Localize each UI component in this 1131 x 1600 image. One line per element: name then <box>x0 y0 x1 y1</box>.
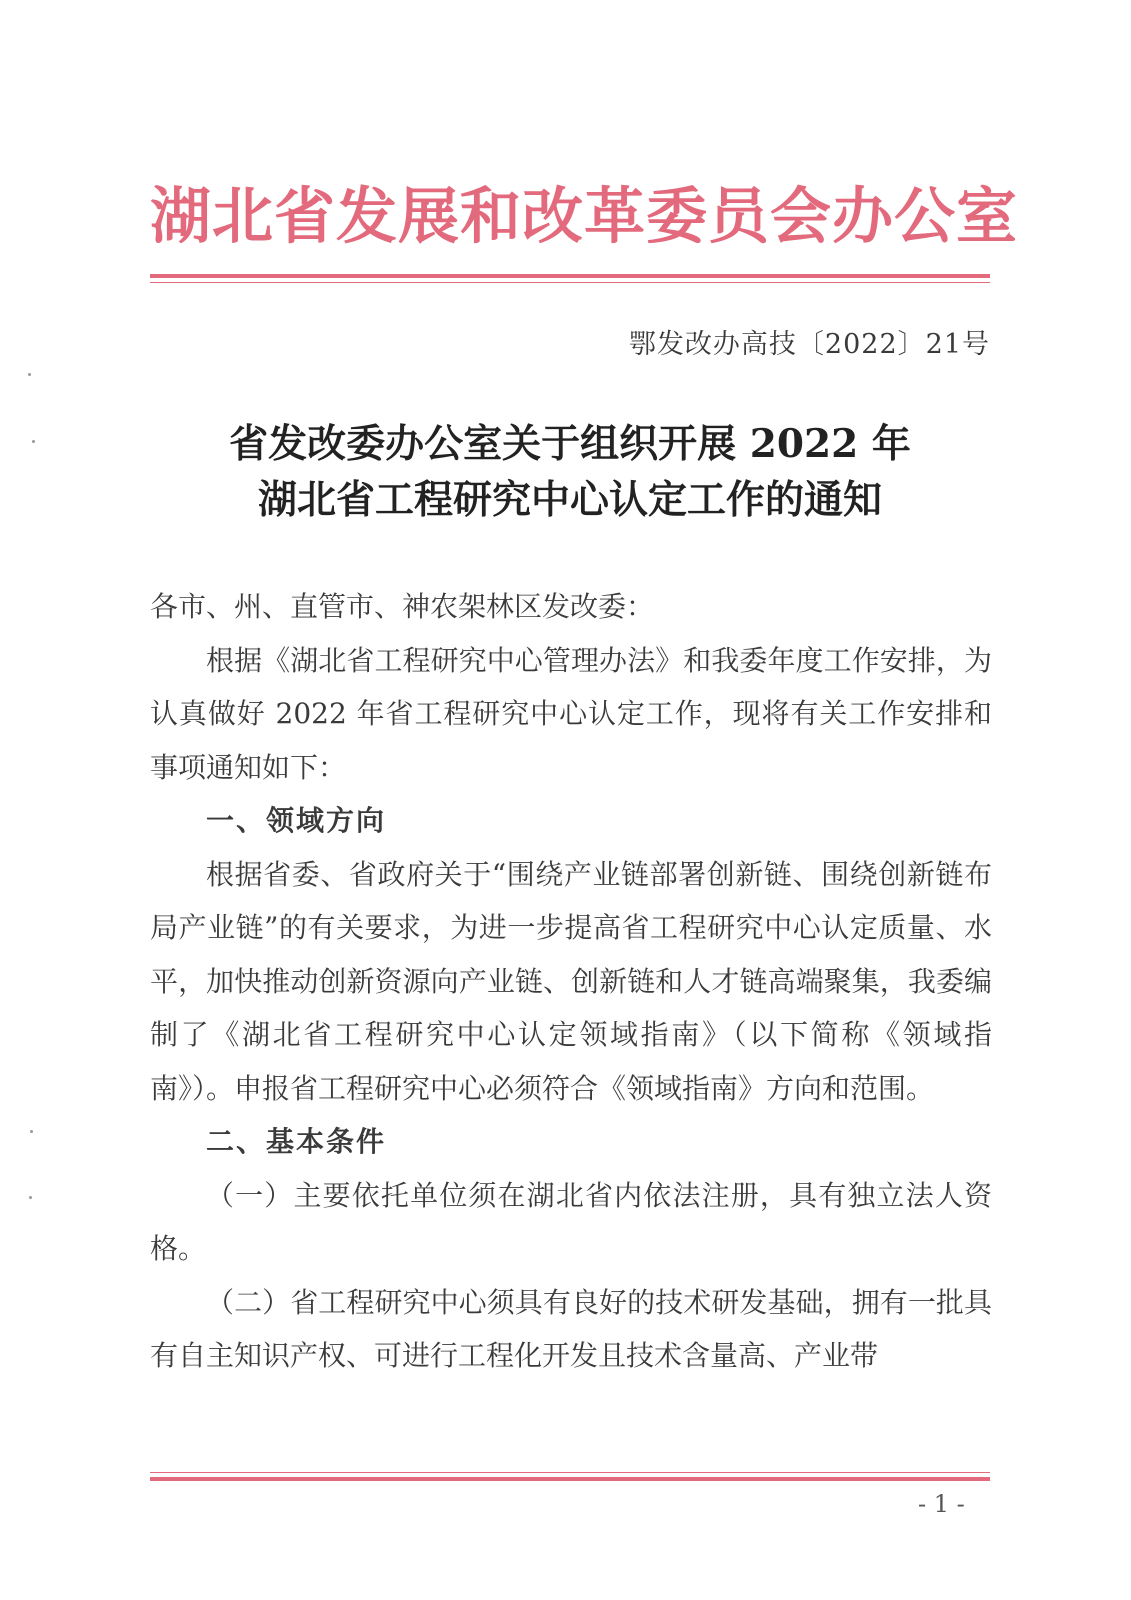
section-heading-conditions: 二、基本条件 <box>206 1125 387 1158</box>
document-number: 鄂发改办高技〔2022〕21号 <box>628 329 990 360</box>
scan-speck <box>28 373 31 376</box>
scan-speck <box>29 1196 32 1199</box>
header-red-rule-thin <box>150 282 990 283</box>
page-number: - 1 - <box>918 1490 965 1518</box>
header-red-rule-thick <box>150 274 990 278</box>
section-heading-domain: 一、领域方向 <box>206 804 387 837</box>
footer-red-rule-thin <box>150 1472 990 1473</box>
scan-speck <box>32 440 35 443</box>
document-body <box>150 580 992 1383</box>
document-title-line-1: 省发改委办公室关于组织开展 2022 年 <box>229 421 911 467</box>
document-title <box>150 416 990 528</box>
footer-red-rule-thick <box>150 1477 990 1481</box>
section-paragraph-domain: 根据省委、省政府关于“围绕产业链部署创新链、围绕创新链布局产业链”的有关要求，为进一步提高省工程研究中心认定质量、水平，加快推动创新资源向产业链、创新链和人才链高端聚集，我委编制了《湖北省工程研究中心认定领域指南》（以下简称《领域指南》）。申报省工程研究中心必须符合《领域指南》方向和范围。 <box>150 857 992 1105</box>
intro-paragraph: 根据《湖北省工程研究中心管理办法》和我委年度工作安排，为认真做好 2022 年省工程研究中心认定工作，现将有关工作安排和事项通知如下： <box>150 643 992 784</box>
salutation: 各市、州、直管市、神农架林区发改委： <box>150 590 655 623</box>
condition-paragraph-2: （二）省工程研究中心须具有良好的技术研发基础，拥有一批具有自主知识产权、可进行工程化开发且技术含量高、产业带 <box>150 1285 992 1372</box>
issuing-organization-header: 湖北省发展和改革委员会办公室 <box>150 181 1019 252</box>
scan-speck <box>30 1130 33 1133</box>
document-title-line-2: 湖北省工程研究中心认定工作的通知 <box>257 477 882 523</box>
condition-paragraph-1: （一）主要依托单位须在湖北省内依法注册，具有独立法人资格。 <box>150 1178 992 1265</box>
